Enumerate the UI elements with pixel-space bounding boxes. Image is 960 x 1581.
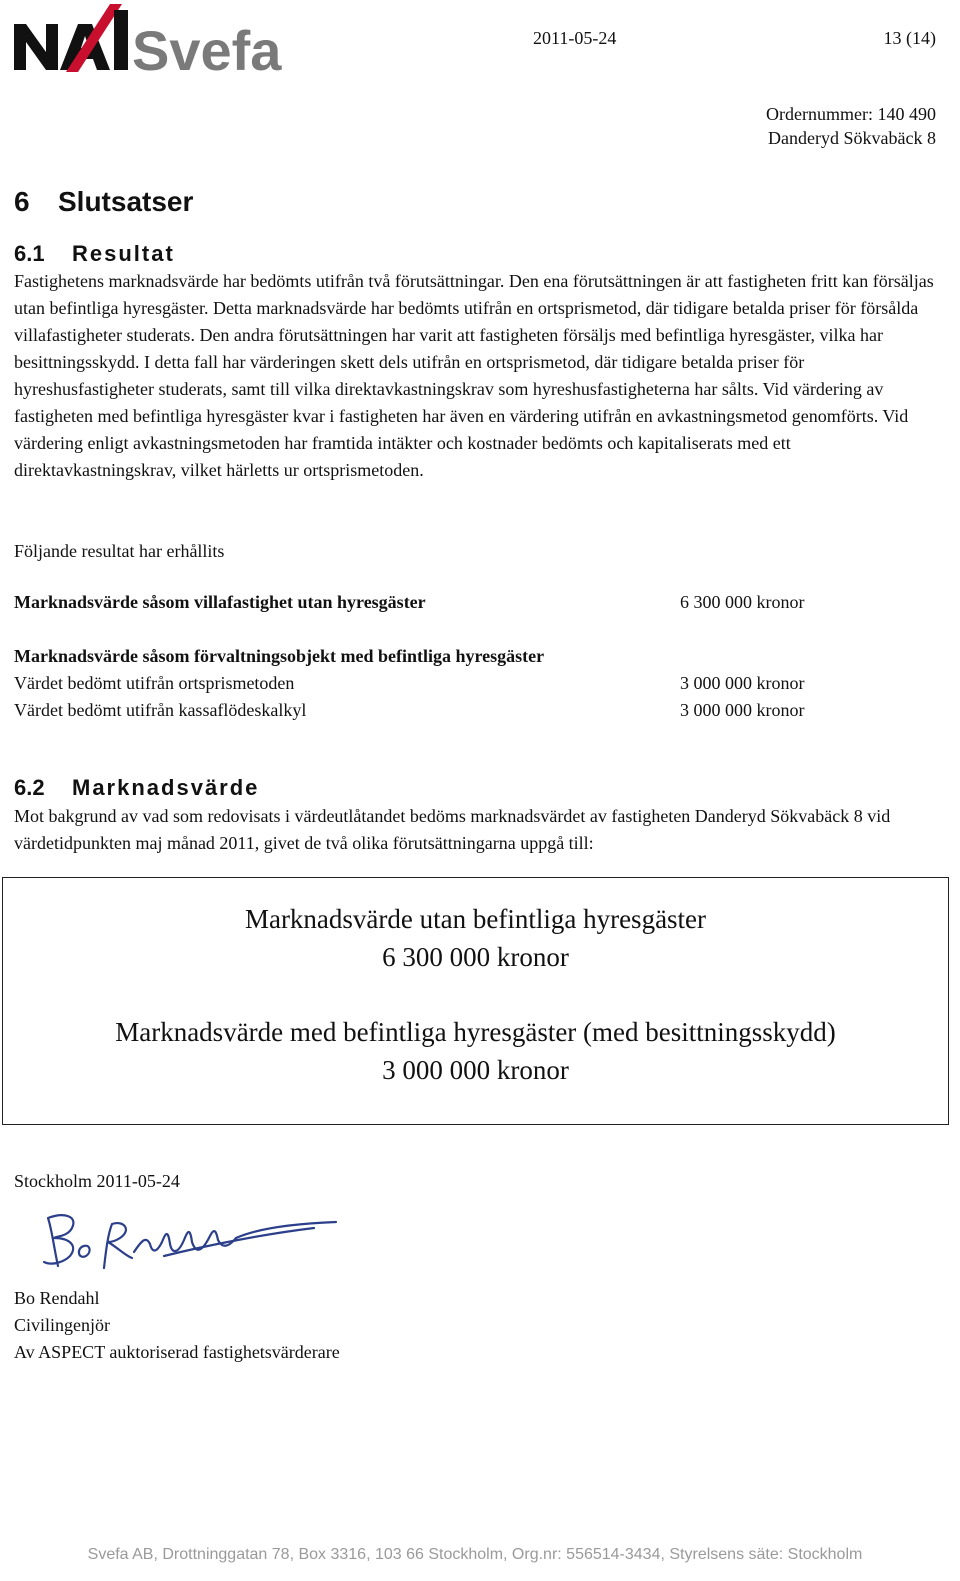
- signatory-authorization: Av ASPECT auktoriserad fastighetsvärderare: [14, 1342, 340, 1362]
- section-6-1-heading: [14, 241, 175, 267]
- section-6-heading: [14, 186, 193, 218]
- summary-line-with-tenants: Marknadsvärde med befintliga hyresgäster (med besittningsskydd): [115, 1017, 836, 1047]
- signatory-title: Civilingenjör: [14, 1315, 110, 1335]
- section-title: Slutsatser: [58, 186, 194, 217]
- section-title: Marknadsvärde: [72, 775, 260, 800]
- summary-amount-with-tenants: 3 000 000 kronor: [382, 1055, 569, 1085]
- signature-place-date: Stockholm 2011-05-24: [14, 1171, 180, 1191]
- nai-svefa-logo: [12, 2, 302, 74]
- svg-text:Svefa: Svefa: [132, 19, 282, 74]
- order-number: Ordernummer: 140 490: [766, 104, 936, 124]
- header-order-info: [766, 102, 936, 150]
- villa-value-label: Marknadsvärde såsom villafastighet utan hyresgäster: [14, 592, 426, 612]
- section-title: Resultat: [72, 241, 175, 266]
- signatory-name: Bo Rendahl: [14, 1288, 100, 1308]
- page-footer: Svefa AB, Drottninggatan 78, Box 3316, 103 66 Stockholm, Org.nr: 556514-3434, Styrelsens säte: Stockholm: [87, 1546, 863, 1563]
- property-name: Danderyd Sökvabäck 8: [768, 128, 936, 148]
- results-intro: Följande resultat har erhållits: [14, 541, 225, 561]
- section-number: 6: [14, 186, 30, 217]
- summary-line-without-tenants: Marknadsvärde utan befintliga hyresgäster: [244, 904, 707, 934]
- cash-flow-amount: 3 000 000 kronor: [680, 700, 805, 720]
- handwritten-signature: [14, 1196, 346, 1286]
- villa-value-amount: 6 300 000 kronor: [680, 592, 805, 612]
- market-value-paragraph: Mot bakgrund av vad som redovisats i värdeutlåtandet bedöms marknadsvärdet av fastigheten Danderyd Sökvabäck 8 vid värdetidpunkten maj månad 2011, givet de två olika förutsättningarna uppgå till:: [14, 806, 891, 853]
- location-price-label: Värdet bedömt utifrån ortsprismetoden: [14, 673, 295, 693]
- results-paragraph: Fastighetens marknadsvärde har bedömts utifrån två förutsättningar. Den ena förutsättningen är att fastigheten fritt kan försäljas utan befintliga hyresgäster. Detta marknadsvärde har bedömts utifrån en ortsprismetod, där tidigare betalda priser för försålda villafastigheter studerats. Den andra förutsättningen har varit att fastigheten försäljs med befintliga hyresgäster, vilka har besittningsskydd. I detta fall har värderingen skett dels utifrån en ortsprismetod, där tidigare betalda priser för hyreshusfastigheter studerats, samt till vilka direktavkastningskrav som hyreshusfastigheterna har sålts. Vid värdering av fastigheten med befintliga hyresgäster kvar i fastigheten har även en värdering utifrån en avkastningsmetod genomförts. Vid värdering enligt avkastningsmetoden har framtida intäkter och kostnader bedömts och kapitaliserats med ett direktavkastningskrav, vilket härletts ur ortsprismetoden.: [14, 271, 934, 480]
- location-price-amount: 3 000 000 kronor: [680, 673, 805, 693]
- management-object-label: Marknadsvärde såsom förvaltningsobjekt med befintliga hyresgäster: [14, 646, 545, 666]
- header-date: 2011-05-24: [533, 28, 617, 48]
- section-number: 6.2: [14, 775, 45, 800]
- cash-flow-label: Värdet bedömt utifrån kassaflödeskalkyl: [14, 700, 307, 720]
- summary-amount-without-tenants: 6 300 000 kronor: [382, 942, 569, 972]
- section-number: 6.1: [14, 241, 45, 266]
- header-page-number: 13 (14): [883, 28, 936, 48]
- section-6-2-heading: [14, 775, 259, 801]
- market-value-summary-box: [2, 877, 949, 1125]
